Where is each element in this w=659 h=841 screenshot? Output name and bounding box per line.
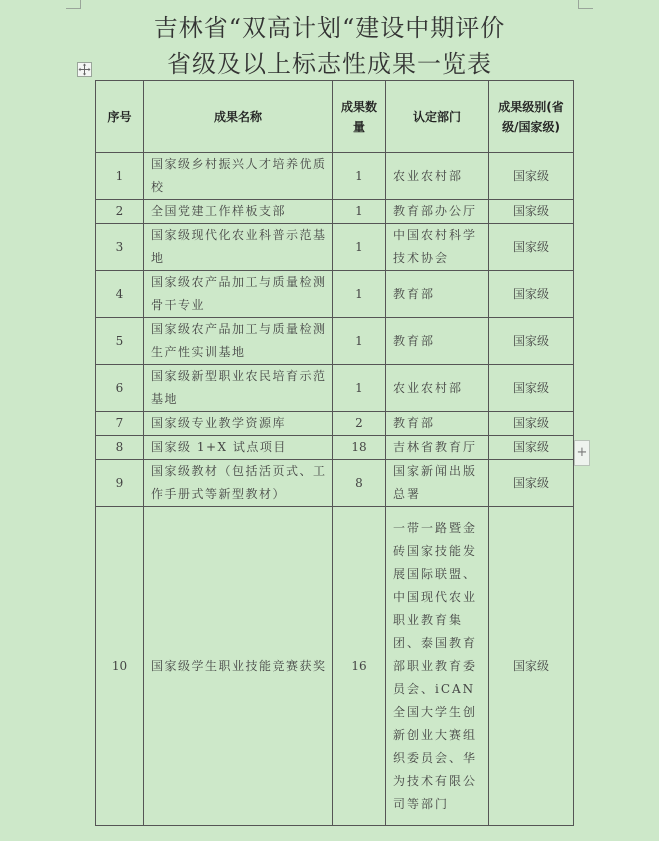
row-no: 6 [96,365,144,412]
document-title-line-1: 吉林省“双高计划“建设中期评价 [153,14,506,42]
row-name: 国家级农产品加工与质量检测生产性实训基地 [144,318,333,365]
row-level: 国家级 [489,318,574,365]
row-count: 1 [333,224,386,271]
row-level: 国家级 [489,200,574,224]
row-dept: 教育部 [386,318,489,365]
row-name: 国家级 1+X 试点项目 [144,436,333,460]
table-row [96,200,574,224]
row-level: 国家级 [489,436,574,460]
table-row [96,460,574,507]
table-move-handle-icon[interactable] [77,62,92,77]
row-dept: 中国农村科学技术协会 [386,224,489,271]
row-count: 1 [333,365,386,412]
row-count: 16 [333,507,386,826]
row-no: 7 [96,412,144,436]
header-count: 成果数量 [333,81,386,153]
row-no: 8 [96,436,144,460]
row-name: 全国党建工作样板支部 [144,200,333,224]
row-no: 5 [96,318,144,365]
row-count: 1 [333,271,386,318]
row-no: 10 [96,507,144,826]
row-count: 18 [333,436,386,460]
table-row [96,271,574,318]
row-name: 国家级新型职业农民培育示范基地 [144,365,333,412]
row-dept: 教育部 [386,412,489,436]
table-row [96,318,574,365]
row-name: 国家级现代化农业科普示范基地 [144,224,333,271]
row-no: 3 [96,224,144,271]
row-dept: 吉林省教育厅 [386,436,489,460]
table-row [96,224,574,271]
row-count: 1 [333,200,386,224]
row-no: 1 [96,153,144,200]
table-row [96,153,574,200]
row-level: 国家级 [489,271,574,318]
add-row-button[interactable]: + [574,440,590,466]
header-no: 序号 [96,81,144,153]
header-level: 成果级别(省级/国家级) [489,81,574,153]
row-no: 4 [96,271,144,318]
table-row [96,436,574,460]
row-name: 国家级农产品加工与质量检测骨干专业 [144,271,333,318]
row-name: 国家级专业教学资源库 [144,412,333,436]
table-row [96,412,574,436]
table-row [96,507,574,826]
header-name: 成果名称 [144,81,333,153]
row-count: 1 [333,153,386,200]
row-name: 国家级乡村振兴人才培养优质校 [144,153,333,200]
row-dept: 教育部 [386,271,489,318]
row-name: 国家级教材（包括活页式、工作手册式等新型教材） [144,460,333,507]
row-dept: 农业农村部 [386,365,489,412]
row-level: 国家级 [489,365,574,412]
row-no: 2 [96,200,144,224]
row-level: 国家级 [489,224,574,271]
table-row [96,365,574,412]
row-level: 国家级 [489,460,574,507]
header-dept: 认定部门 [386,81,489,153]
row-level: 国家级 [489,507,574,826]
row-no: 9 [96,460,144,507]
row-count: 1 [333,318,386,365]
row-level: 国家级 [489,412,574,436]
row-dept: 一带一路暨金砖国家技能发展国际联盟、中国现代农业职业教育集团、泰国教育部职业教育委员会、iCAN全国大学生创新创业大赛组织委员会、华为技术有限公司等部门 [386,507,489,826]
row-count: 8 [333,460,386,507]
row-dept: 教育部办公厅 [386,200,489,224]
row-level: 国家级 [489,153,574,200]
row-count: 2 [333,412,386,436]
row-name: 国家级学生职业技能竞赛获奖 [144,507,333,826]
row-dept: 国家新闻出版总署 [386,460,489,507]
row-dept: 农业农村部 [386,153,489,200]
achievements-table [95,80,574,826]
document-title-line-2: 省级及以上标志性成果一览表 [167,50,492,78]
